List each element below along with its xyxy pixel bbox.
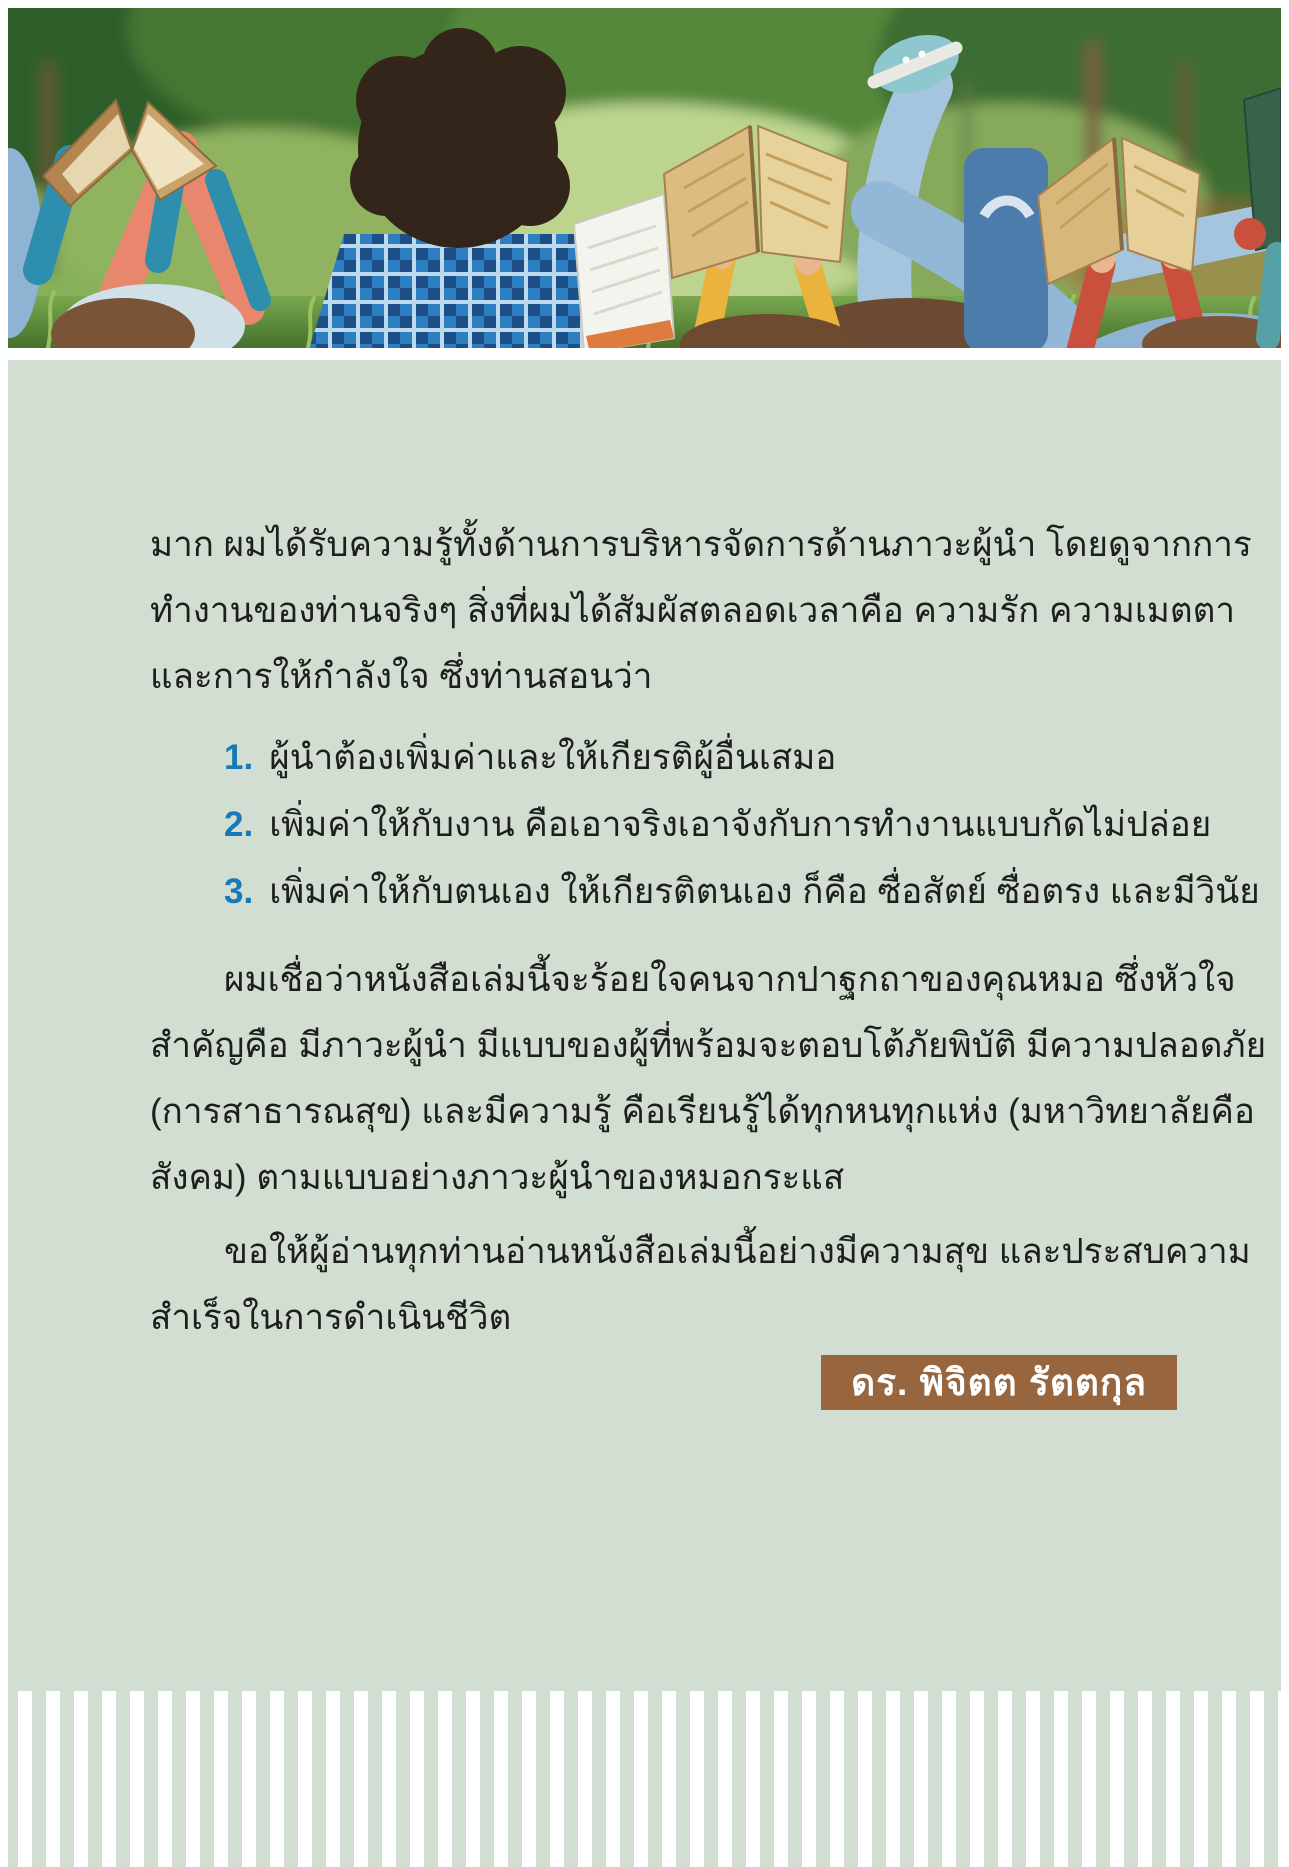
content-panel	[8, 360, 1281, 1867]
list-item	[150, 724, 1143, 791]
list-item	[150, 791, 1212, 858]
preface-text	[8, 360, 1281, 1410]
author-signature-badge: ดร. พิจิตต รัตตกุล	[821, 1355, 1177, 1410]
text-line: สังคม) ตามแบบอย่างภาวะผู้นำของหมอกระแส	[150, 1158, 845, 1197]
text-line: ขอให้ผู้อ่านทุกท่านอ่านหนังสือเล่มนี้อย่างมีความสุข และประสบความ	[224, 1232, 1251, 1271]
text-line: และการให้กำลังใจ ซึ่งท่านสอนว่า	[150, 657, 653, 696]
paragraph-2	[150, 947, 1267, 1211]
list-item	[150, 858, 1260, 925]
list-number: 3.	[224, 872, 254, 911]
text-line: ทำงานของท่านจริงๆ สิ่งที่ผมได้สัมผัสตลอดเวลาคือ ความรัก ความเมตตา	[150, 591, 1235, 630]
text-line: มาก ผมได้รับความรู้ทั้งด้านการบริหารจัดการด้านภาวะผู้นำ โดยดูจากการ	[150, 525, 1252, 564]
signature-row	[150, 1355, 1147, 1410]
text-line: สำคัญคือ มีภาวะผู้นำ มีแบบของผู้ที่พร้อมจะตอบโต้ภัยพิบัติ มีความปลอดภัย	[150, 1026, 1267, 1065]
text-line: สำเร็จในการดำเนินชีวิต	[150, 1298, 512, 1337]
list-item-text: เพิ่มค่าให้กับงาน คือเอาจริงเอาจังกับการทำงานแบบกัดไม่ปล่อย	[269, 805, 1212, 844]
footer-stripe-pattern	[16, 1691, 1289, 1867]
backpack	[964, 148, 1048, 348]
text-line: (การสาธารณสุข) และมีความรู้ คือเรียนรู้ได้ทุกหนทุกแห่ง (มหาวิทยาลัยคือ	[150, 1092, 1255, 1131]
list-item-text: เพิ่มค่าให้กับตนเอง ให้เกียรติตนเอง ก็คือ ซื่อสัตย์ ซื่อตรง และมีวินัย	[269, 872, 1260, 911]
list-number: 2.	[224, 805, 254, 844]
paragraph-1	[150, 512, 1252, 710]
list-item-text: ผู้นำต้องเพิ่มค่าและให้เกียรติผู้อื่นเสมอ	[269, 738, 837, 777]
list-number: 1.	[224, 738, 254, 777]
park-reading-photo	[8, 8, 1281, 348]
text-line: ผมเชื่อว่าหนังสือเล่มนี้จะร้อยใจคนจากปาฐกถาของคุณหมอ ซึ่งหัวใจ	[224, 960, 1236, 999]
numbered-list	[150, 724, 1260, 925]
paragraph-3	[150, 1219, 1251, 1351]
